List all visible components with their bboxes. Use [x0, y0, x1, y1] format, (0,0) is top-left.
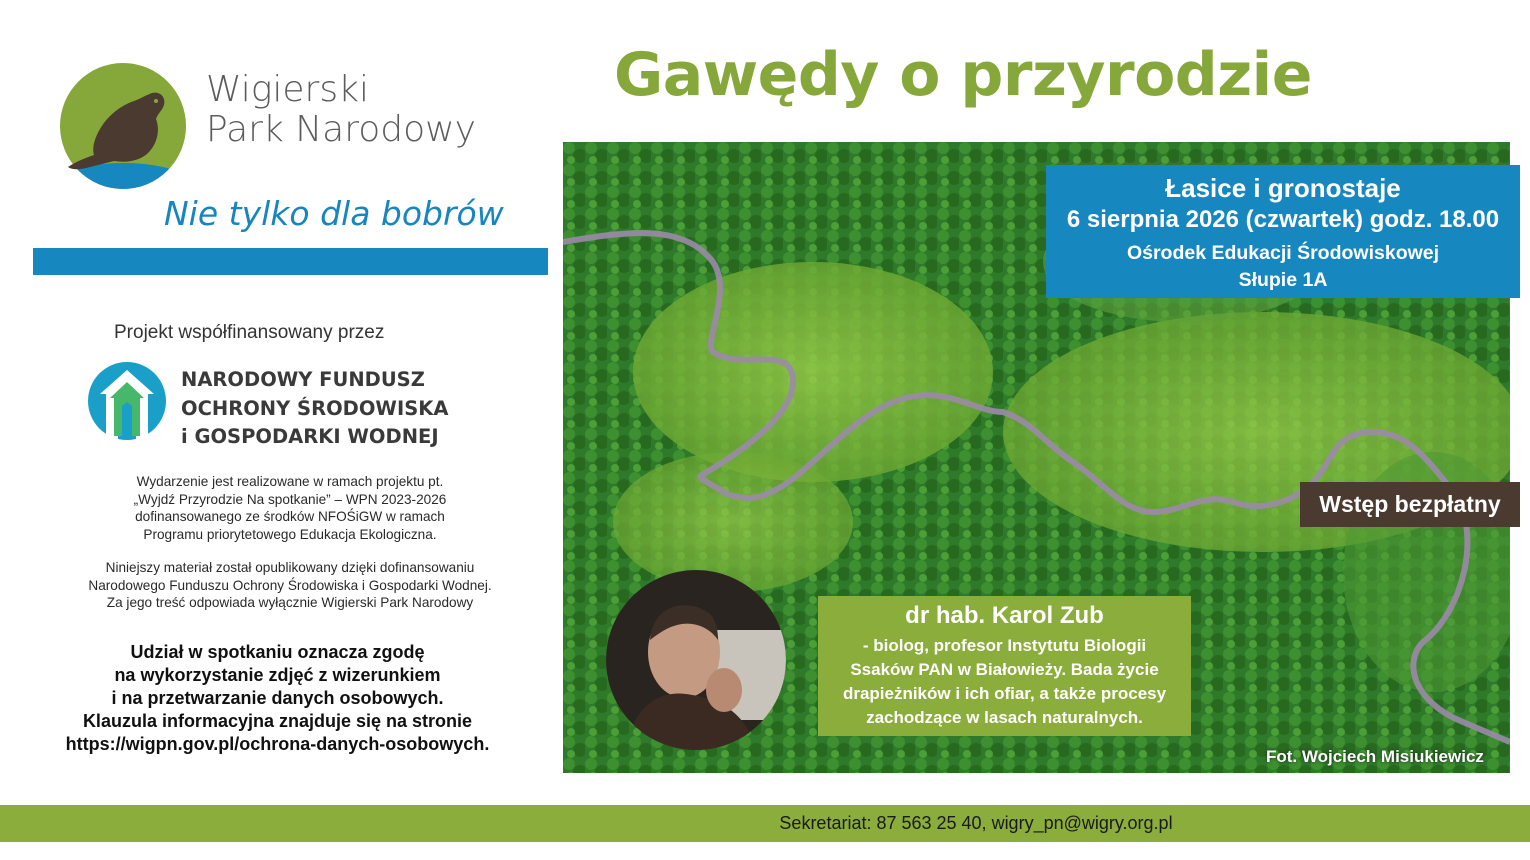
cofinanced-label: Projekt współfinansowany przez: [114, 322, 385, 343]
event-date: 6 sierpnia 2026 (czwartek) godz. 18.00: [1066, 206, 1500, 233]
project-info-line: dofinansowanego ze środków NFOŚiGW w ramach: [135, 509, 445, 524]
project-info-line: „Wyjdź Przyrodzie Na spotkanie” – WPN 2023-2026: [133, 491, 447, 507]
fund-name-line1: NARODOWY FUNDUSZ: [181, 368, 425, 391]
speaker-bio-line: - biolog, profesor Instytutu Biologii: [862, 636, 1147, 655]
park-name: [206, 70, 476, 150]
event-info-box: [1046, 165, 1520, 298]
speaker-bio-line: zachodzące w lasach naturalnych.: [866, 708, 1143, 727]
speaker-bio-line: drapieżników i ich ofiar, a także procesy: [842, 684, 1167, 703]
speaker-info-box: [818, 596, 1191, 736]
park-name-line2: Park Narodowy: [206, 109, 476, 150]
publication-info-line: Za jego treść odpowiada wyłącznie Wigierski Park Narodowy: [106, 595, 474, 610]
tagline: Nie tylko dla bobrów: [164, 194, 504, 233]
privacy-policy-link[interactable]: https://wigpn.gov.pl/ochrona-danych-osobowych.: [65, 734, 490, 754]
main-title: Gawędy o przyrodzie: [614, 40, 1312, 110]
publication-info-line: Narodowego Funduszu Ochrony Środowiska i Gospodarki Wodnej.: [88, 577, 492, 593]
secretariat-contact: Sekretariat: 87 563 25 40, wigry_pn@wigry.org.pl: [779, 813, 1173, 833]
consent-line: Udział w spotkaniu oznacza zgodę: [130, 642, 425, 662]
consent-line: i na przetwarzanie danych osobowych.: [111, 688, 444, 708]
speaker-bio-line: Ssaków PAN w Białowieży. Bada życie: [850, 660, 1159, 679]
photo-credit: Fot. Wojciech Misiukiewicz: [1266, 747, 1484, 766]
consent-notice: [40, 641, 515, 756]
project-info: [40, 473, 540, 543]
event-address: Słupie 1A: [1238, 269, 1328, 291]
event-place: Ośrodek Edukacji Środowiskowej: [1126, 242, 1440, 264]
event-title: Łasice i gronostaje: [1165, 173, 1401, 203]
speaker-portrait: [606, 570, 786, 750]
publication-info: [40, 559, 540, 612]
consent-line: na wykorzystanie zdjęć z wizerunkiem: [114, 665, 441, 685]
fund-name: [181, 366, 448, 452]
free-entry-badge: Wstęp bezpłatny: [1300, 482, 1520, 527]
speaker-bio: [818, 634, 1191, 730]
consent-line: Klauzula informacyjna znajduje się na stronie: [82, 711, 473, 731]
fund-name-line3: i GOSPODARKI WODNEJ: [181, 425, 439, 448]
project-info-line: Programu priorytetowego Edukacja Ekologiczna.: [143, 526, 437, 542]
nfosigw-logo-icon: [86, 360, 168, 446]
publication-info-line: Niniejszy materiał został opublikowany dzięki dofinansowaniu: [105, 560, 475, 575]
blue-divider-bar: [33, 248, 548, 275]
project-info-line: Wydarzenie jest realizowane w ramach projektu pt.: [136, 474, 444, 489]
park-name-line1: Wigierski: [206, 69, 369, 110]
fund-name-line2: OCHRONY ŚRODOWISKA: [181, 396, 449, 420]
beaver-logo-icon: [60, 63, 186, 189]
speaker-name: dr hab. Karol Zub: [905, 602, 1104, 629]
